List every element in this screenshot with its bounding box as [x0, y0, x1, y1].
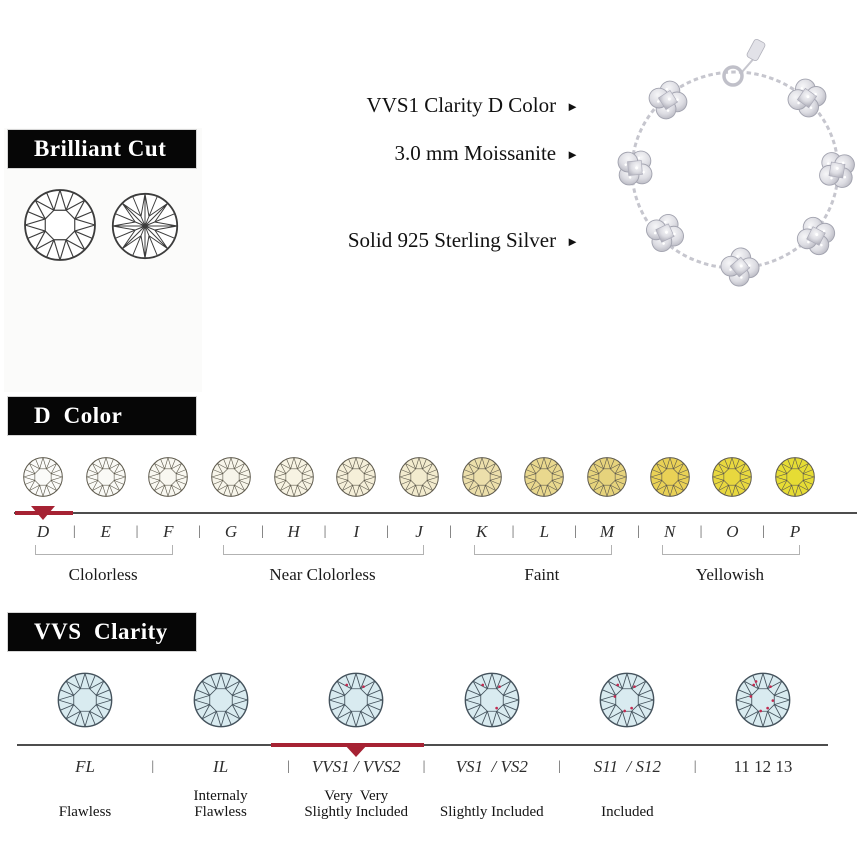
clasp-tag-icon	[742, 38, 766, 72]
annotation-metal	[348, 227, 579, 253]
description-line: Very Very	[324, 788, 389, 804]
clarity-grade-gem-5	[598, 671, 656, 729]
annotation-clarity-color	[367, 92, 579, 118]
description-line: Slightly Included	[304, 804, 409, 820]
brilliant-cut-title: Brilliant Cut	[34, 136, 167, 161]
grade-separator: |	[574, 524, 578, 539]
clarity-grade-gem-3	[327, 671, 385, 729]
color-grade-gem-H	[273, 456, 315, 498]
clover-charm	[719, 246, 760, 287]
d-color-banner	[8, 397, 196, 435]
color-grade-letter-D: D	[36, 522, 50, 541]
clover-charm	[608, 141, 662, 195]
clarity-grade-label: IL	[213, 757, 229, 776]
grade-separator: |	[72, 524, 76, 539]
grade-separator: |	[699, 524, 703, 539]
grade-separator: |	[323, 524, 327, 539]
clarity-grade-label: FL	[75, 757, 95, 776]
brilliant-cut-pavilion-view-diagram	[110, 191, 180, 261]
clarity-grade-gem-4	[463, 671, 521, 729]
clasp-ring-icon	[724, 67, 742, 85]
color-grade-gem-F	[147, 456, 189, 498]
grade-separator: |	[260, 524, 264, 539]
color-grade-letter-J: J	[415, 522, 423, 541]
color-grade-gem-L	[523, 456, 565, 498]
color-grade-letter-F: F	[163, 522, 174, 541]
selected-clarity-marker-icon	[344, 744, 368, 763]
d-color-title: D Color	[34, 403, 123, 428]
brilliant-cut-top-view-diagram	[22, 187, 98, 263]
clarity-grade-label: VS1 / VS2	[455, 757, 528, 776]
clover-charm	[641, 209, 690, 258]
color-grade-gem-K	[461, 456, 503, 498]
clarity-grade-gem-2	[192, 671, 250, 729]
color-grade-letter-G: G	[224, 522, 238, 541]
color-grade-letter-E: E	[100, 522, 111, 541]
color-group-label: Yellowish	[695, 565, 764, 584]
grade-separator: |	[558, 759, 561, 774]
color-grade-letter-O: O	[726, 522, 739, 541]
grade-separator: |	[762, 524, 766, 539]
vvs-clarity-title: VVS Clarity	[34, 619, 168, 644]
color-grade-letter-I: I	[353, 522, 360, 541]
color-group-bracket	[35, 545, 173, 555]
grade-separator: |	[386, 524, 390, 539]
description-line: Slightly Included	[439, 804, 544, 820]
color-grade-letter-M: M	[599, 522, 615, 541]
color-group-label: Clolorless	[68, 565, 138, 584]
grade-separator: |	[198, 524, 202, 539]
color-grade-letter-N: N	[664, 522, 676, 541]
color-group-label: Faint	[524, 565, 560, 584]
annotation-text: Solid 925 Sterling Silver	[347, 227, 557, 252]
clarity-grade-label: VVS1 / VVS2	[311, 757, 401, 776]
grade-separator: |	[135, 524, 139, 539]
color-group-label: Near Clolorless	[269, 565, 376, 584]
vvs-clarity-banner	[8, 613, 196, 651]
color-grade-gem-M	[586, 456, 628, 498]
color-grade-gem-O	[711, 456, 753, 498]
clarity-grade-label: S11 / S12	[593, 757, 661, 776]
description-line: Flawless	[58, 804, 112, 820]
description-line: Included	[601, 804, 654, 820]
product-photo-bracelet	[590, 10, 867, 302]
description-line: Flawless	[194, 804, 247, 820]
arrow-right-icon: ►	[566, 233, 579, 249]
clarity-grade-label: 11 12 13	[733, 757, 793, 776]
grade-separator: |	[511, 524, 515, 539]
color-group-bracket	[223, 545, 424, 555]
clarity-grade-gem-6	[734, 671, 792, 729]
color-grade-letter-K: K	[476, 522, 488, 541]
color-grade-letter-H: H	[287, 522, 300, 541]
clarity-grade-description	[527, 786, 727, 820]
annotation-stone-size	[395, 140, 579, 166]
color-grade-gem-E	[85, 456, 127, 498]
arrow-right-icon: ►	[566, 146, 579, 162]
grade-separator: |	[448, 524, 452, 539]
color-grade-gem-I	[335, 456, 377, 498]
color-grade-gem-P	[774, 456, 816, 498]
grade-separator: |	[422, 759, 426, 774]
clover-charm	[792, 212, 840, 260]
brilliant-cut-banner	[8, 130, 196, 168]
color-grade-gem-D	[22, 456, 64, 498]
color-grade-letter-P: P	[789, 522, 801, 541]
arrow-right-icon: ►	[566, 98, 579, 114]
color-grade-gem-N	[649, 456, 691, 498]
description-line: Internaly	[193, 788, 248, 804]
grade-separator: |	[636, 524, 640, 539]
color-grade-letter-L: L	[539, 522, 550, 541]
selected-color-marker-icon	[29, 503, 57, 526]
color-group-bracket	[662, 545, 800, 555]
annotation-text: 3.0 mm Moissanite	[394, 140, 557, 165]
clover-charm	[785, 76, 829, 120]
annotation-text: VVS1 Clarity D Color	[366, 92, 557, 117]
grade-separator: |	[151, 759, 155, 774]
color-group-bracket	[474, 545, 612, 555]
color-grade-gem-J	[398, 456, 440, 498]
grade-separator: |	[693, 759, 697, 774]
grade-separator: |	[286, 759, 290, 774]
clarity-grade-gem-1	[56, 671, 114, 729]
color-scale-line	[14, 512, 857, 514]
color-grade-gem-G	[210, 456, 252, 498]
